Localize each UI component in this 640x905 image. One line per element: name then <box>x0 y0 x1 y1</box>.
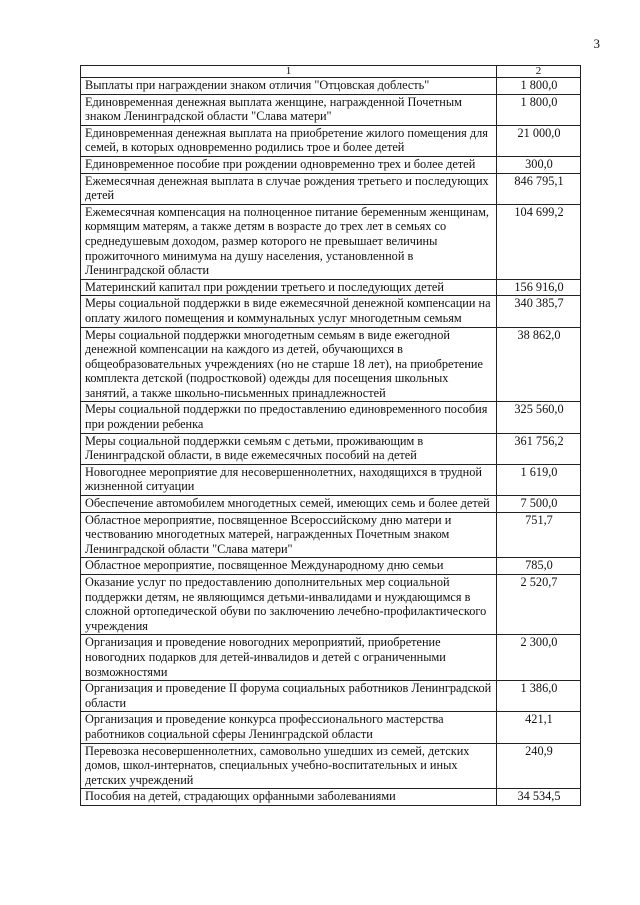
table-row <box>81 173 581 204</box>
row-amount-cell: 2 520,7 <box>497 575 581 635</box>
table-row <box>81 789 581 806</box>
row-name-cell: Новогоднее мероприятие для несовершеннолетних, находящихся в трудной жизненной ситуации <box>81 464 497 495</box>
row-name-cell: Меры социальной поддержки по предоставлению единовременного пособия при рождении ребенка <box>81 402 497 433</box>
table-row <box>81 558 581 575</box>
row-name-cell: Организация и проведение II форума социальных работников Ленинградской области <box>81 681 497 712</box>
row-amount-cell: 156 916,0 <box>497 279 581 296</box>
table-row <box>81 279 581 296</box>
table-row <box>81 78 581 95</box>
row-amount-cell: 325 560,0 <box>497 402 581 433</box>
row-name-cell: Областное мероприятие, посвященное Международному дню семьи <box>81 558 497 575</box>
table-row <box>81 712 581 743</box>
table-row <box>81 635 581 681</box>
row-amount-cell: 1 386,0 <box>497 681 581 712</box>
table-row <box>81 575 581 635</box>
row-name-cell: Перевозка несовершеннолетних, самовольно ушедших из семей, детских домов, школ-интернатов, специальных учебно-воспитательных и иных детских учреждений <box>81 743 497 789</box>
row-amount-cell: 1 619,0 <box>497 464 581 495</box>
row-name-cell: Оказание услуг по предоставлению дополнительных мер социальной поддержки детям, не являющимся детьми-инвалидами и нуждающимся в сложной ортопедической обуви по заключению лечебно-профилактического учреждения <box>81 575 497 635</box>
table-row <box>81 204 581 279</box>
row-name-cell: Пособия на детей, страдающих орфанными заболеваниями <box>81 789 497 806</box>
table-row <box>81 496 581 513</box>
row-name-cell: Материнский капитал при рождении третьего и последующих детей <box>81 279 497 296</box>
row-amount-cell: 751,7 <box>497 512 581 558</box>
table-body <box>81 78 581 806</box>
row-amount-cell: 2 300,0 <box>497 635 581 681</box>
table-row <box>81 125 581 156</box>
row-name-cell: Областное мероприятие, посвященное Всероссийскому дню матери и чествованию многодетных матерей, награжденных Почетным знаком Ленинградской области "Слава матери" <box>81 512 497 558</box>
row-amount-cell: 38 862,0 <box>497 327 581 402</box>
table-row <box>81 296 581 327</box>
row-name-cell: Обеспечение автомобилем многодетных семей, имеющих семь и более детей <box>81 496 497 513</box>
table-row <box>81 512 581 558</box>
table-header-row <box>81 66 581 78</box>
column-header-1: 1 <box>81 66 497 78</box>
table-row <box>81 327 581 402</box>
row-amount-cell: 340 385,7 <box>497 296 581 327</box>
row-name-cell: Ежемесячная денежная выплата в случае рождения третьего и последующих детей <box>81 173 497 204</box>
row-amount-cell: 300,0 <box>497 156 581 173</box>
row-amount-cell: 104 699,2 <box>497 204 581 279</box>
row-name-cell: Меры социальной поддержки семьям с детьми, проживающим в Ленинградской области, в виде ежемесячных пособий на детей <box>81 433 497 464</box>
table-row <box>81 743 581 789</box>
row-amount-cell: 421,1 <box>497 712 581 743</box>
budget-table <box>80 65 581 806</box>
row-amount-cell: 785,0 <box>497 558 581 575</box>
row-amount-cell: 846 795,1 <box>497 173 581 204</box>
row-amount-cell: 7 500,0 <box>497 496 581 513</box>
table-row <box>81 94 581 125</box>
table-row <box>81 681 581 712</box>
row-amount-cell: 34 534,5 <box>497 789 581 806</box>
row-name-cell: Единовременная денежная выплата на приобретение жилого помещения для семей, в которых одновременно родились трое и более детей <box>81 125 497 156</box>
row-amount-cell: 21 000,0 <box>497 125 581 156</box>
row-name-cell: Единовременное пособие при рождении одновременно трех и более детей <box>81 156 497 173</box>
row-amount-cell: 240,9 <box>497 743 581 789</box>
row-name-cell: Организация и проведение конкурса профессионального мастерства работников социальной сферы Ленинградской области <box>81 712 497 743</box>
row-amount-cell: 1 800,0 <box>497 78 581 95</box>
column-header-2: 2 <box>497 66 581 78</box>
row-name-cell: Выплаты при награждении знаком отличия "Отцовская доблесть" <box>81 78 497 95</box>
row-name-cell: Меры социальной поддержки многодетным семьям в виде ежегодной денежной компенсации на каждого из детей, обучающихся в общеобразовательных учреждениях (но не старше 18 лет), на приобретение комплекта детской (подростковой) одежды для посещения школьных занятий, а также школьно-письменных принадлежностей <box>81 327 497 402</box>
table-row <box>81 433 581 464</box>
row-name-cell: Единовременная денежная выплата женщине, награжденной Почетным знаком Ленинградской области "Слава матери" <box>81 94 497 125</box>
table-row <box>81 156 581 173</box>
row-amount-cell: 1 800,0 <box>497 94 581 125</box>
page-number: 3 <box>593 36 600 51</box>
table-row <box>81 464 581 495</box>
table-row <box>81 402 581 433</box>
row-name-cell: Организация и проведение новогодних мероприятий, приобретение новогодних подарков для детей-инвалидов и детей с ограниченными возможностями <box>81 635 497 681</box>
row-amount-cell: 361 756,2 <box>497 433 581 464</box>
row-name-cell: Меры социальной поддержки в виде ежемесячной денежной компенсации на оплату жилого помещения и коммунальных услуг многодетным семьям <box>81 296 497 327</box>
row-name-cell: Ежемесячная компенсация на полноценное питание беременным женщинам, кормящим матерям, а также детям в возрасте до трех лет в семьях со среднедушевым доходом, размер которого не превышает величины прожиточного минимума на душу населения, установленной в Ленинградской области <box>81 204 497 279</box>
